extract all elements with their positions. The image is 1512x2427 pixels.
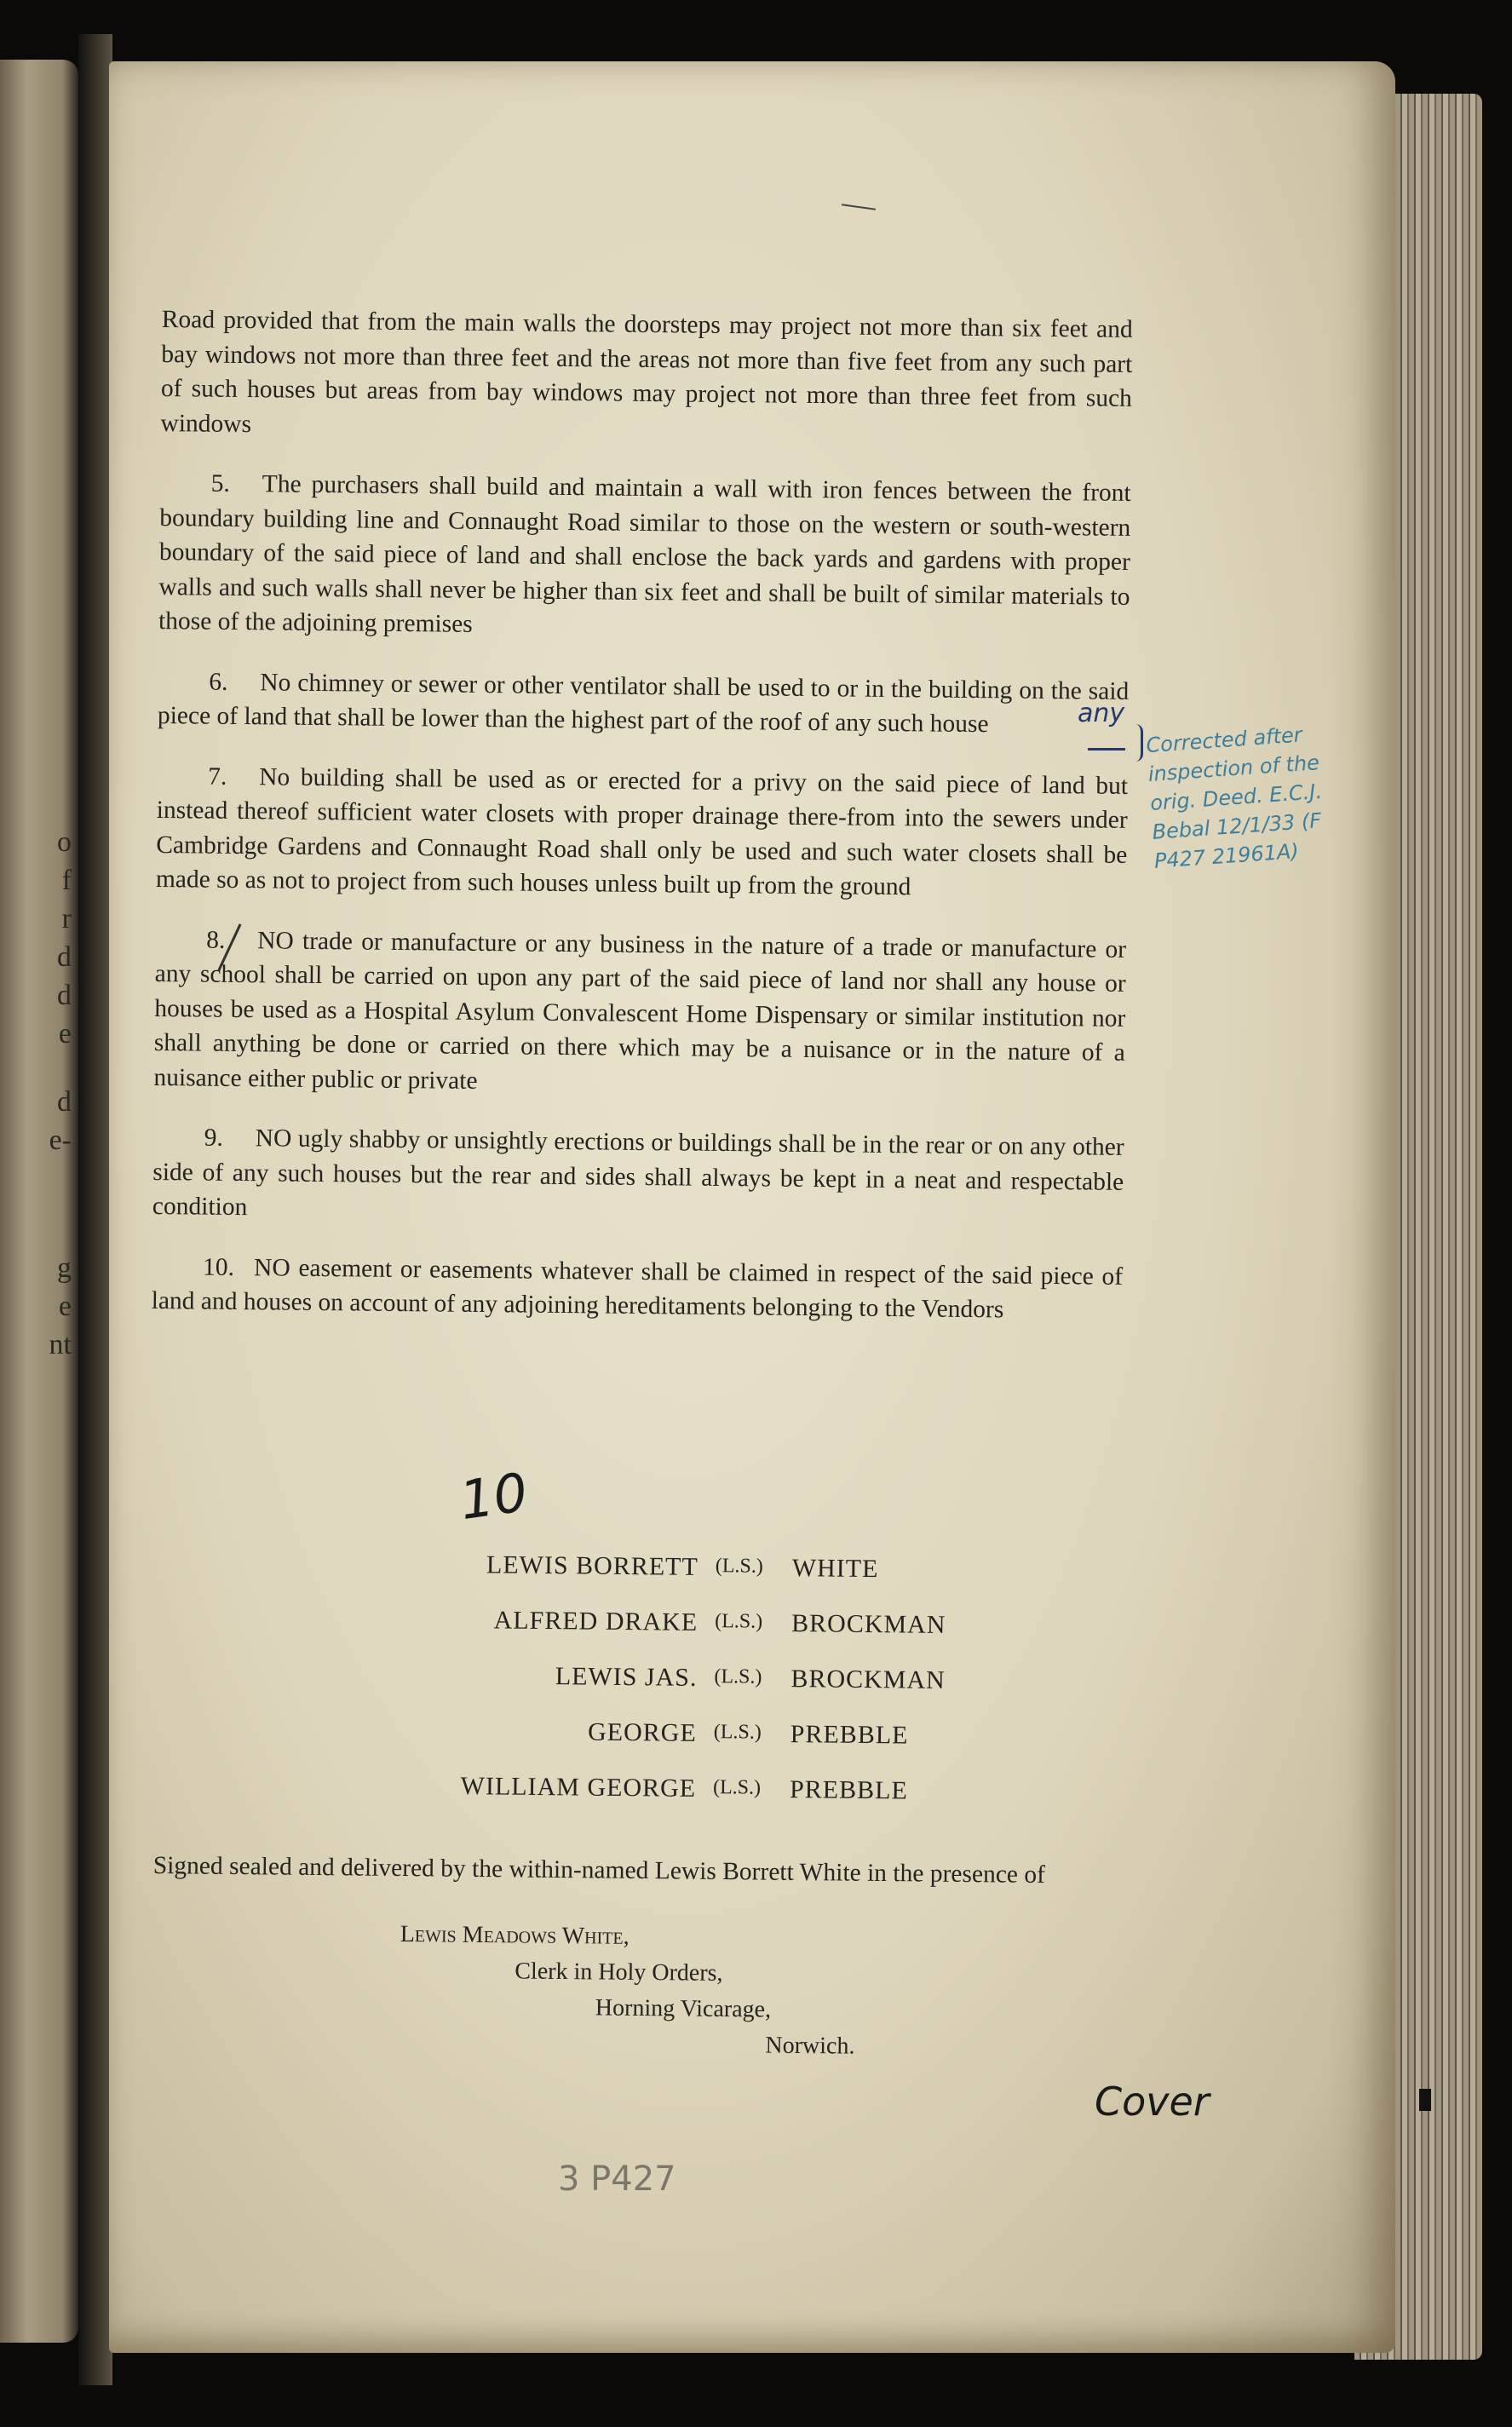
paragraph-text: NO easement or easements whatever shall be claimed in respect of the said piece of land and houses on account of any adjoining hereditaments belonging to the Vendors — [151, 1253, 1124, 1324]
left-page-fragment: e — [58, 1291, 72, 1322]
witness-name: Lewis Meadows White, — [400, 1920, 630, 1950]
paragraph-6 — [158, 664, 1130, 743]
seal-mark: (L.S.) — [712, 1776, 762, 1799]
signatory-forenames: GEORGE — [587, 1717, 697, 1747]
left-page-fragment: d — [57, 980, 72, 1011]
witness-occupation: Clerk in Holy Orders, — [515, 1958, 723, 1987]
signatory-forenames: ALFRED DRAKE — [493, 1606, 699, 1636]
witness-address: Horning Vicarage, — [595, 1994, 772, 2023]
left-page-fragment: d — [57, 941, 72, 973]
paragraph-9 — [152, 1120, 1124, 1234]
paragraph-number: 9. — [204, 1124, 224, 1152]
pencil-reference: 3 P427 — [558, 2160, 676, 2199]
signatory-forenames: LEWIS JAS. — [555, 1662, 698, 1692]
left-page-fragment: f — [61, 865, 72, 896]
handwritten-ten-mark: 10 — [456, 1460, 532, 1533]
paragraph-7 — [156, 758, 1129, 906]
left-page-fragment: o — [57, 826, 72, 858]
signatory-forenames: WILLIAM GEORGE — [460, 1772, 697, 1803]
deed-body — [151, 302, 1133, 1354]
book-gutter — [78, 34, 112, 2385]
binding-clip — [1419, 2089, 1431, 2111]
signatories-block — [457, 1550, 1073, 1834]
pencil-mark — [842, 204, 876, 210]
paragraph-text: No chimney or sewer or other ventilator shall be used to or in the building on the said piece of land that shall be lower than the highest part of the roof of any such house — [157, 668, 1130, 739]
paragraph-text: NO trade or manufacture or any business in the nature of a trade or manufacture or any school shall be carried on upon any part of the said piece of land nor shall any house or houses be used as a Hospital Asylum Convalescent Home Dispensary or similar institution nor shall anything be done or carried on there which may be a nuisance or in the nature of a nuisance either public or private — [153, 926, 1127, 1095]
paragraph-number: 8. — [206, 926, 226, 954]
paragraph-number: 5. — [210, 469, 231, 497]
signatory-forenames: LEWIS BORRETT — [486, 1550, 699, 1581]
left-facing-page — [0, 60, 78, 2343]
signatory-surname: BROCKMAN — [790, 1609, 946, 1639]
signatory-surname: PREBBLE — [790, 1720, 909, 1750]
paragraph-number: 7. — [208, 762, 227, 791]
margin-correction-note: Corrected after inspection of the orig. Deed. E.C.J. Bebal 12/1/33 (F P427 21961A) — [1145, 722, 1323, 873]
paragraph-number: 10. — [202, 1253, 235, 1281]
seal-mark: (L.S.) — [713, 1721, 762, 1744]
left-page-fragment: g — [57, 1252, 72, 1284]
handwritten-cover-note: Cover — [1095, 2079, 1210, 2125]
paragraph-text: No building shall be used as or erected for a privy on the said piece of land but instead thereof sufficient water closets with proper drainage there-from into the sewers under Cambridge Gardens and Connaught Road shall only be used and such water closets shall be made so as not to project from such houses unless built up from the ground — [155, 762, 1129, 901]
signatory-surname: BROCKMAN — [790, 1665, 946, 1694]
attestation-clause: Signed sealed and delivered by the within-named Lewis Borrett White in the presence of — [152, 1851, 1046, 1889]
seal-mark: (L.S.) — [715, 1610, 763, 1633]
paragraph-text: Road provided that from the main walls the doorsteps may project not more than six feet and bay windows not more than three feet and the areas not more than five feet from any such part of such houses but areas from bay windows may project not more than three feet from such windows — [160, 305, 1133, 438]
signatory-row — [459, 1606, 1073, 1668]
paragraph-5 — [158, 466, 1131, 648]
insertion-bracket — [1135, 724, 1143, 762]
handwritten-insertion: any — [1078, 699, 1125, 728]
left-page-fragment: e- — [49, 1124, 72, 1156]
seal-mark: (L.S.) — [714, 1665, 762, 1688]
paragraph-8 — [153, 922, 1126, 1104]
left-page-fragment: nt — [49, 1329, 72, 1360]
paragraph-4-continued — [160, 302, 1133, 451]
seal-mark: (L.S.) — [715, 1555, 763, 1578]
witness-block — [399, 1917, 856, 2065]
witness-town: Norwich. — [765, 2032, 855, 2060]
paragraph-text: The purchasers shall build and maintain a wall with iron fences between the front boundary building line and Connaught Road similar to those on the western or south-western boundary of the said piece of land and shall enclose the back yards and gardens with proper walls and such walls shall never be higher than six feet and shall be built of similar materials to those of the adjoining premises — [158, 470, 1131, 638]
paragraph-text: NO ugly shabby or unsightly erections or buildings shall be in the rear or on any other side of any such houses but the rear and sides shall always be kept in a neat and respectable condition — [152, 1124, 1124, 1222]
left-page-fragment: r — [61, 903, 72, 935]
left-page-fragment: d — [57, 1086, 72, 1118]
strikethrough-mark — [1088, 748, 1125, 751]
signatory-row — [459, 1550, 1073, 1613]
signatory-row — [457, 1772, 1072, 1834]
signatory-surname: PREBBLE — [789, 1775, 908, 1805]
paragraph-number: 6. — [209, 668, 228, 696]
left-page-fragment: e — [58, 1018, 72, 1050]
signatory-row — [458, 1661, 1072, 1723]
signatory-surname: WHITE — [791, 1554, 879, 1584]
signatory-row — [457, 1717, 1072, 1779]
paragraph-10 — [152, 1249, 1124, 1328]
